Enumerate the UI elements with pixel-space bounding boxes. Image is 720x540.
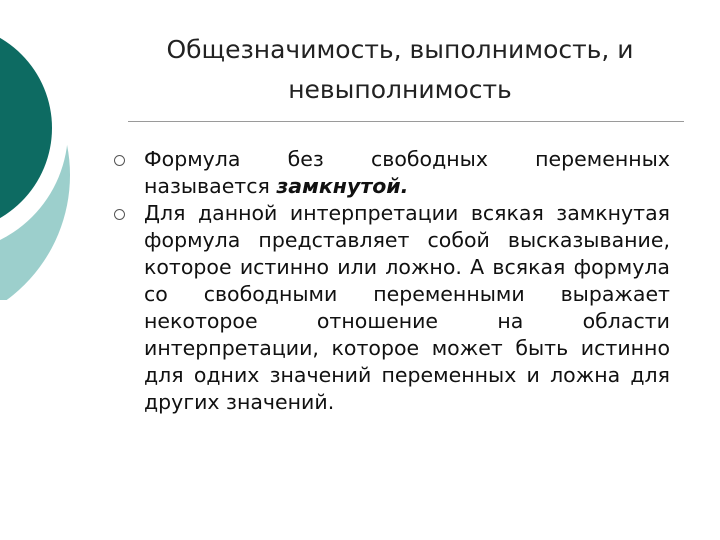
bullet-text: Для данной интерпретации всякая замкнутая формула представляет собой высказывание, которое истинно или ложно. А всякая формула со свободными переменными выражает некоторое отношение на области интерпретации, которое может быть истинно для одних значений переменных и ложна для других значений.	[144, 201, 670, 414]
title-divider	[128, 121, 684, 122]
decorative-circles	[0, 0, 110, 300]
hollow-circle-icon	[114, 209, 125, 220]
bullet-item	[110, 200, 670, 416]
emphasized-term: замкнутой.	[276, 174, 409, 198]
slide-title	[120, 30, 680, 110]
hollow-circle-icon	[114, 155, 125, 166]
title-line-1: Общезначимость, выполнимость, и	[166, 35, 634, 64]
bullet-item	[110, 146, 670, 200]
bullet-text: Формула без свободных переменных называется	[144, 147, 670, 198]
bullet-list	[110, 146, 670, 416]
title-line-2: невыполнимость	[288, 75, 512, 104]
